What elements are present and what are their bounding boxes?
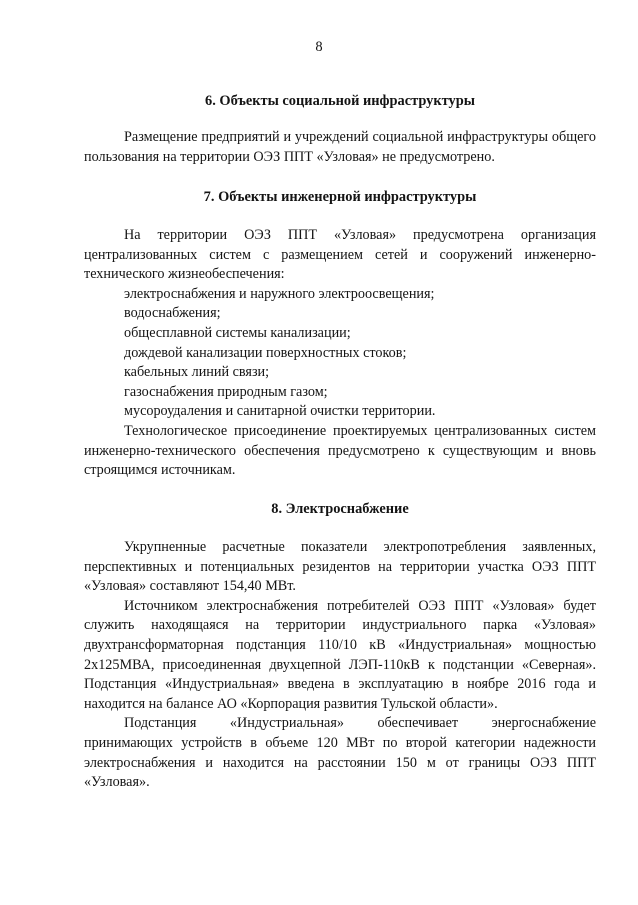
list-item: электроснабжения и наружного электроосвещения; xyxy=(124,285,435,302)
section-8-heading: 8. Электроснабжение xyxy=(271,501,409,517)
list-item: дождевой канализации поверхностных стоков; xyxy=(124,344,407,361)
section-6-body xyxy=(84,128,596,167)
section-6-heading: 6. Объекты социальной инфраструктуры xyxy=(205,93,475,109)
section-7-closing: Технологическое присоединение проектируемых централизованных систем инженерно-технического обеспечения предусмотрено к существующим и вновь строящимся источникам. xyxy=(84,422,596,479)
section-6 xyxy=(84,92,596,112)
section-6-paragraph: Размещение предприятий и учреждений социальной инфраструктуры общего пользования на территории ОЭЗ ППТ «Узловая» не предусмотрено. xyxy=(84,129,596,165)
section-8-body xyxy=(84,538,596,793)
section-7-body xyxy=(84,226,596,481)
section-8-paragraph-3: Подстанция «Индустриальная» обеспечивает энергоснабжение принимающих устройств в объеме 120 МВт по второй категории надежности электроснабжения и находится на расстоянии 150 м от границы ОЭЗ ППТ «Узловая». xyxy=(84,715,596,791)
list-item: водоснабжения; xyxy=(124,305,221,322)
section-8 xyxy=(84,500,596,520)
section-7-heading: 7. Объекты инженерной инфраструктуры xyxy=(203,189,477,205)
section-7 xyxy=(84,188,596,208)
list-item: газоснабжения природным газом; xyxy=(124,383,328,400)
list-item: общесплавной системы канализации; xyxy=(124,324,351,341)
section-7-intro: На территории ОЭЗ ППТ «Узловая» предусмотрена организация централизованных систем с размещением сетей и сооружений инженерно-технического жизнеобеспечения: xyxy=(84,227,596,283)
page-number: 8 xyxy=(315,39,323,55)
list-item: мусороудаления и санитарной очистки территории. xyxy=(124,403,436,420)
section-8-paragraph-1: Укрупненные расчетные показатели электропотребления заявленных, перспективных и потенциальных резидентов на территории участка ОЭЗ ППТ «Узловая» составляют 154,40 МВт. xyxy=(84,539,596,595)
list-item: кабельных линий связи; xyxy=(124,364,270,381)
section-8-paragraph-2: Источником электроснабжения потребителей ОЭЗ ППТ «Узловая» будет служить находящаяся на территории индустриального парка «Узловая» двухтрансформаторная подстанция 110/10 кВ «Индустриальная» мощностью 2х125МВА, присоединенная двухцепной ЛЭП-110кВ к подстанции «Северная». Подстанция «Индустриальная» введена в эксплуатацию в ноябре 2016 года и находится на балансе АО «Корпорация развития Тульской области». xyxy=(84,597,596,712)
